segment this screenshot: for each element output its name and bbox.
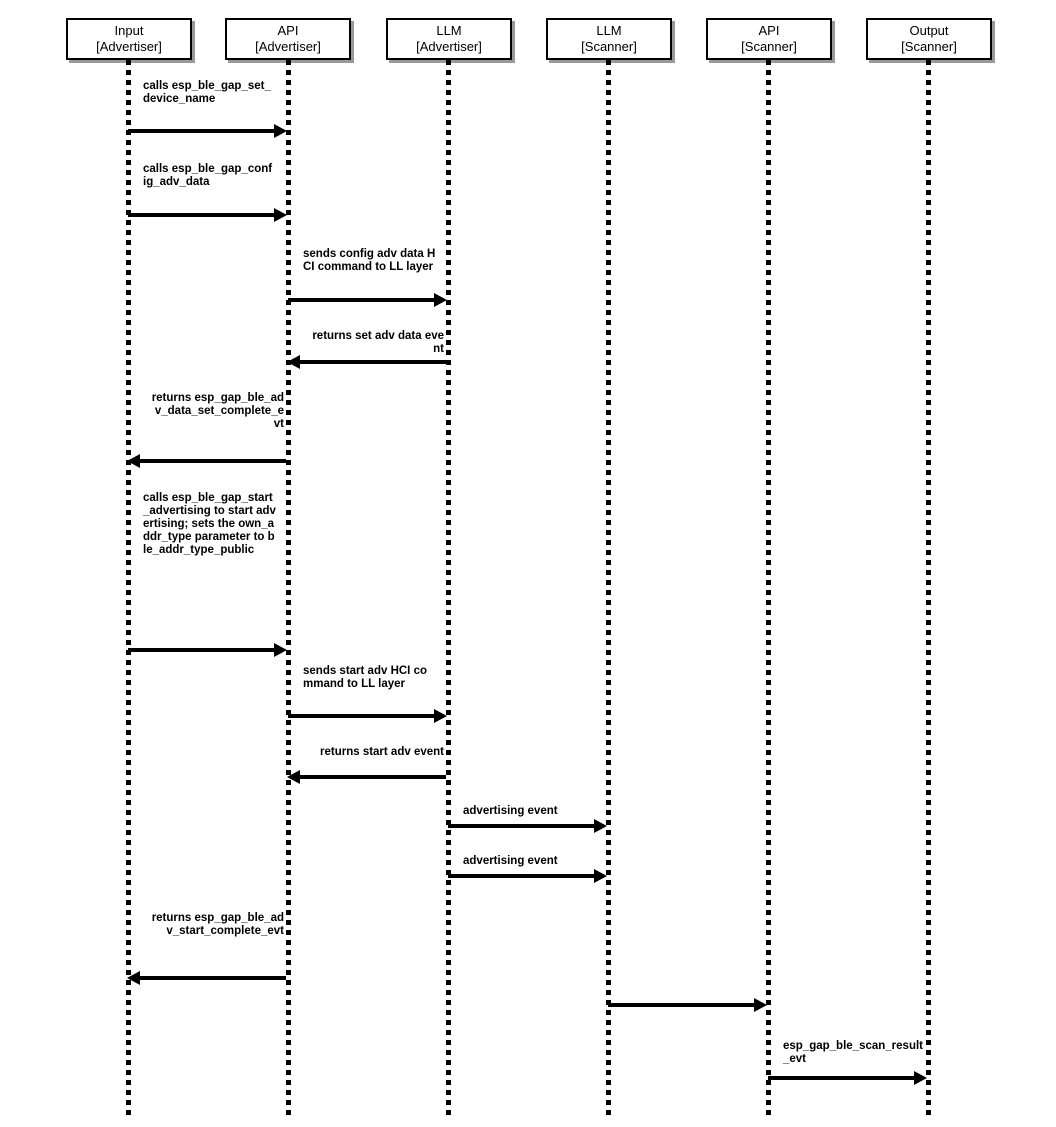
message-arrowhead-m9 xyxy=(594,819,607,833)
lifeline-head-llm-advertiser xyxy=(386,18,512,60)
message-arrowhead-m12 xyxy=(754,998,767,1012)
message-label-m7: sends start adv HCI command to LL layer xyxy=(303,665,427,690)
message-arrowhead-m3 xyxy=(434,293,447,307)
message-line-m10 xyxy=(448,874,594,878)
message-label-m3: sends config adv data HCI command to LL layer xyxy=(303,248,436,273)
lifeline-title-line2: [Advertiser] xyxy=(416,39,482,54)
message-arrowhead-m1 xyxy=(274,124,287,138)
lifeline-title-line2: [Scanner] xyxy=(741,39,797,54)
message-label-m4: returns set adv data event xyxy=(312,330,444,355)
message-line-m5 xyxy=(140,459,286,463)
message-label-m8: returns start adv event xyxy=(320,746,444,758)
lifeline-title-line2: [Scanner] xyxy=(901,39,957,54)
message-line-m7 xyxy=(288,714,434,718)
message-line-m4 xyxy=(300,360,446,364)
message-label-m9: advertising event xyxy=(463,805,558,817)
lifeline-llm-scanner xyxy=(606,60,611,1118)
lifeline-llm-advertiser xyxy=(446,60,451,1118)
message-label-m1: calls esp_ble_gap_set_device_name xyxy=(143,80,271,105)
lifeline-title-line1: Input xyxy=(114,23,144,38)
lifeline-head-llm-scanner xyxy=(546,18,672,60)
message-arrowhead-m7 xyxy=(434,709,447,723)
message-line-m8 xyxy=(300,775,446,779)
message-arrowhead-m6 xyxy=(274,643,287,657)
message-line-m9 xyxy=(448,824,594,828)
message-line-m1 xyxy=(128,129,274,133)
message-line-m12 xyxy=(608,1003,754,1007)
lifeline-title-line2: [Advertiser] xyxy=(96,39,162,54)
message-arrowhead-m4 xyxy=(287,355,300,369)
lifeline-api-scanner xyxy=(766,60,771,1118)
message-arrowhead-m11 xyxy=(127,971,140,985)
message-line-m11 xyxy=(140,976,286,980)
message-label-m6: calls esp_ble_gap_start_advertising to start advertising; sets the own_addr_type parameter to ble_addr_type_public xyxy=(143,492,276,556)
lifeline-input-advertiser xyxy=(126,60,131,1118)
lifeline-title-line1: LLM xyxy=(596,23,622,38)
message-arrowhead-m5 xyxy=(127,454,140,468)
message-arrowhead-m8 xyxy=(287,770,300,784)
message-line-m13 xyxy=(768,1076,914,1080)
lifeline-head-input-advertiser xyxy=(66,18,192,60)
lifeline-title-line1: Output xyxy=(909,23,949,38)
message-label-m5: returns esp_gap_ble_adv_data_set_complete_evt xyxy=(151,392,284,430)
message-line-m3 xyxy=(288,298,434,302)
lifeline-head-api-scanner xyxy=(706,18,832,60)
message-label-m11: returns esp_gap_ble_adv_start_complete_evt xyxy=(151,912,284,937)
lifeline-title-line1: API xyxy=(277,23,299,38)
message-line-m2 xyxy=(128,213,274,217)
lifeline-title-line2: [Advertiser] xyxy=(255,39,321,54)
message-line-m6 xyxy=(128,648,274,652)
message-arrowhead-m10 xyxy=(594,869,607,883)
lifeline-title-line2: [Scanner] xyxy=(581,39,637,54)
lifeline-title-line1: API xyxy=(758,23,780,38)
message-arrowhead-m13 xyxy=(914,1071,927,1085)
lifeline-head-api-advertiser xyxy=(225,18,351,60)
lifeline-head-output-scanner xyxy=(866,18,992,60)
message-label-m10: advertising event xyxy=(463,855,558,867)
lifeline-title-line1: LLM xyxy=(436,23,462,38)
lifeline-output-scanner xyxy=(926,60,931,1118)
message-label-m13: esp_gap_ble_scan_result_evt xyxy=(783,1040,923,1065)
message-arrowhead-m2 xyxy=(274,208,287,222)
message-label-m2: calls esp_ble_gap_config_adv_data xyxy=(143,163,273,188)
